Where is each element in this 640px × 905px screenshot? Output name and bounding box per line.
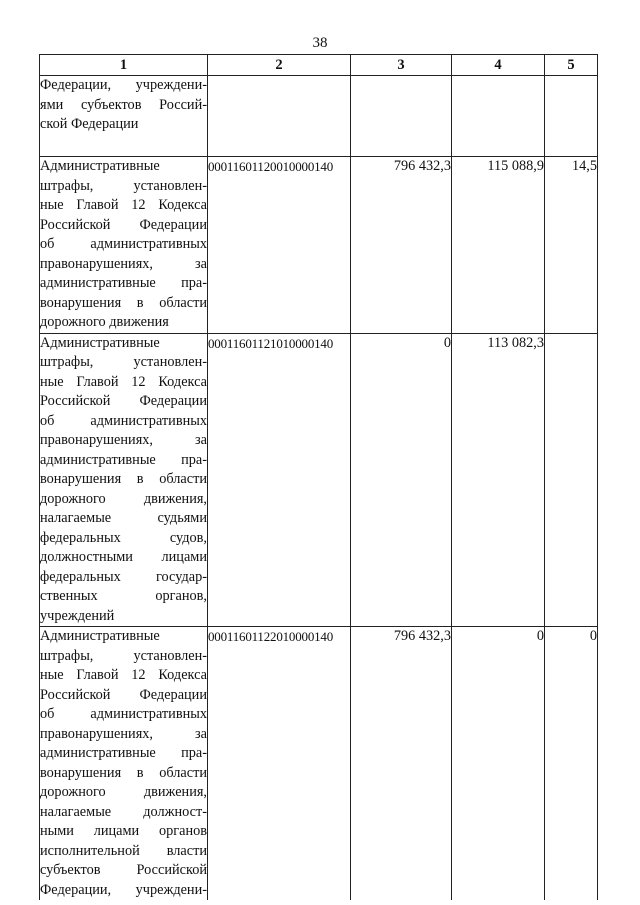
row-name-cell	[40, 333, 208, 627]
actual-amount-cell: 113 082,3	[452, 333, 545, 627]
percent-cell: 14,5	[545, 157, 598, 334]
name-line: исполнительной власти	[40, 842, 207, 859]
name-line: правонарушениях, за	[40, 725, 207, 742]
row-name-cell	[40, 76, 208, 157]
actual-amount-cell: 0	[452, 627, 545, 901]
row-name-cell	[40, 627, 208, 901]
name-line: ными лицами органов	[40, 823, 207, 839]
name-line: вонарушения в области	[40, 764, 207, 781]
name-line: ные Главой 12 Кодекса	[40, 373, 207, 390]
name-line: вонарушения в области	[40, 294, 207, 311]
name-line: дорожного движения	[40, 314, 169, 330]
name-line: штрафы, установлен-	[40, 647, 207, 664]
planned-amount-cell: 796 432,3	[351, 627, 452, 901]
name-line: Российской Федерации	[40, 216, 207, 233]
report-table	[39, 54, 598, 900]
name-line: дорожного движения,	[40, 490, 207, 507]
name-line: налагаемые судьями	[40, 510, 207, 526]
name-line: ями субъектов Россий-	[40, 96, 207, 113]
percent-cell	[545, 333, 598, 627]
name-line: Российской Федерации	[40, 393, 207, 409]
budget-code-cell: 00011601122010000140	[208, 627, 351, 901]
column-header-4: 4	[452, 55, 545, 76]
percent-cell	[545, 76, 598, 157]
column-header-3: 3	[351, 55, 452, 76]
name-line: ской Федерации	[40, 116, 139, 132]
column-header-1: 1	[40, 55, 208, 76]
name-line: Административные	[40, 628, 160, 644]
name-line: об административных	[40, 236, 207, 252]
table-header-row	[40, 55, 598, 76]
name-line: правонарушениях, за	[40, 255, 207, 272]
budget-code-cell: 00011601120010000140	[208, 157, 351, 334]
name-line: вонарушения в области	[40, 471, 207, 487]
page-number: 38	[312, 35, 328, 51]
name-line: административные пра-	[40, 745, 207, 761]
percent-cell: 0	[545, 627, 598, 901]
actual-amount-cell	[452, 76, 545, 157]
column-header-2: 2	[208, 55, 351, 76]
name-line: должностными лицами	[40, 549, 207, 565]
name-line: Федерации, учреждени-	[40, 77, 207, 93]
budget-code-cell: 00011601121010000140	[208, 333, 351, 627]
name-line: Административные	[40, 158, 160, 174]
name-line: правонарушениях, за	[40, 432, 207, 448]
name-line: об административных	[40, 706, 207, 722]
name-line: ные Главой 12 Кодекса	[40, 667, 207, 683]
name-line: административные пра-	[40, 451, 207, 468]
name-line: штрафы, установлен-	[40, 177, 207, 194]
name-line: ственных органов,	[40, 588, 207, 604]
name-line: Российской Федерации	[40, 686, 207, 703]
name-line: учреждений	[40, 607, 115, 624]
name-line: административные пра-	[40, 275, 207, 291]
table-row	[40, 627, 598, 901]
planned-amount-cell: 0	[351, 333, 452, 627]
planned-amount-cell: 796 432,3	[351, 157, 452, 334]
actual-amount-cell: 115 088,9	[452, 157, 545, 334]
name-line: Административные	[40, 334, 160, 351]
column-header-5: 5	[545, 55, 598, 76]
budget-code-cell	[208, 76, 351, 157]
name-line: федеральных государ-	[40, 568, 207, 585]
name-line: ные Главой 12 Кодекса	[40, 197, 207, 213]
name-line: об административных	[40, 412, 207, 429]
table-row	[40, 76, 598, 157]
name-line: налагаемые должност-	[40, 803, 207, 820]
name-line: субъектов Российской	[40, 862, 207, 878]
table-row	[40, 333, 598, 627]
name-line: дорожного движения,	[40, 784, 207, 800]
planned-amount-cell	[351, 76, 452, 157]
table-row	[40, 157, 598, 334]
name-line: штрафы, установлен-	[40, 354, 207, 370]
name-line: Федерации, учреждени-	[40, 881, 207, 898]
name-line: федеральных судов,	[40, 529, 207, 546]
row-name-cell	[40, 157, 208, 334]
